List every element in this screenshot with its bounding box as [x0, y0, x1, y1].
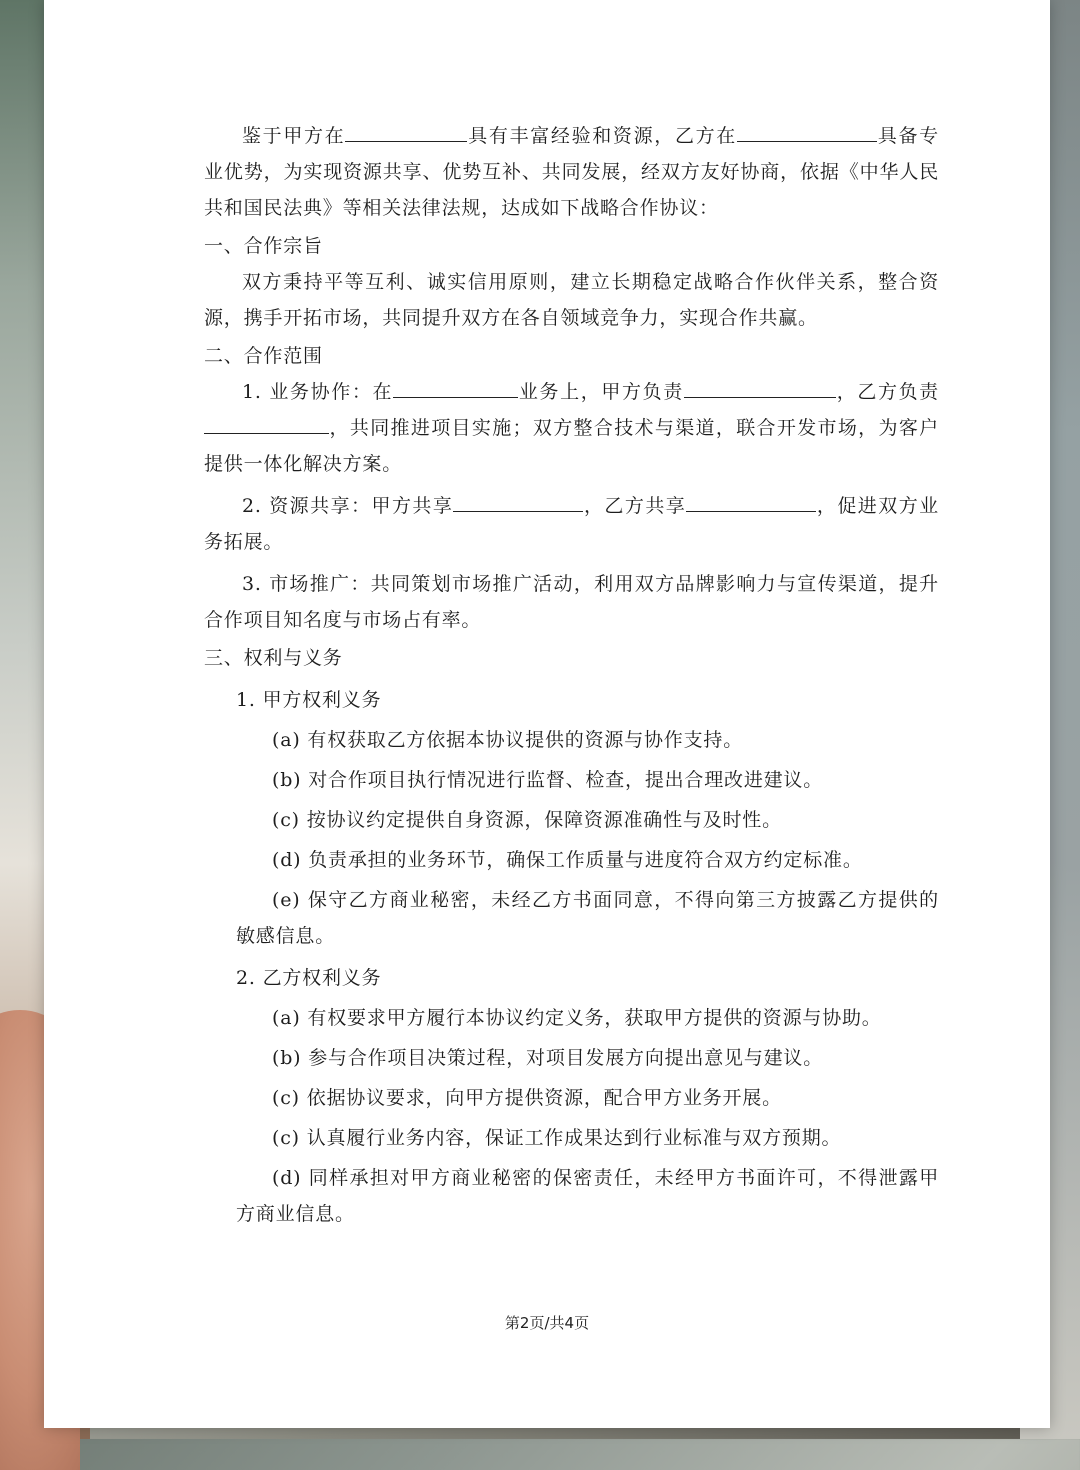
scope-item-2-text-a: 2. 资源共享：甲方共享 [242, 495, 454, 517]
document-body [204, 118, 939, 1232]
blank-field-a-domain[interactable] [345, 123, 467, 142]
scope-item-2-text-c: ，促进双方业务拓展。 [204, 495, 939, 553]
scope-item-2-text-b: ，乙方共享 [583, 495, 687, 517]
party-b-item-a: (a) 有权要求甲方履行本协议约定义务，获取甲方提供的资源与协助。 [272, 1007, 882, 1029]
blank-field-b-domain[interactable] [737, 123, 877, 142]
party-b-title: 2. 乙方权利义务 [236, 967, 382, 989]
scope-item-3: 3. 市场推广：共同策划市场推广活动，利用双方品牌影响力与宣传渠道，提升合作项目知名度与市场占有率。 [204, 573, 939, 631]
party-a-item-a: (a) 有权获取乙方依据本协议提供的资源与协作支持。 [272, 729, 743, 751]
intro-text-3: 具 [876, 125, 899, 147]
intro-text-1: 鉴于甲方在 [242, 125, 346, 147]
blank-field-a-share[interactable] [453, 493, 583, 512]
party-a-item-d: (d) 负责承担的业务环节，确保工作质量与进度符合双方约定标准。 [272, 849, 863, 871]
scope-item-2 [204, 488, 939, 560]
party-b-item-c2: (c) 认真履行业务内容，保证工作成果达到行业标准与双方预期。 [272, 1127, 842, 1149]
party-a-item-e: (e) 保守乙方商业秘密，未经乙方书面同意，不得向第三方披露乙方提供的敏感信息。 [236, 889, 939, 947]
document-page [44, 0, 1050, 1428]
section-purpose-body: 双方秉持平等互利、诚实信用原则，建立长期稳定战略合作伙伴关系，整合资源，携手开拓市场，共同提升双方在各自领域竞争力，实现合作共赢。 [204, 271, 939, 329]
party-b-item-b: (b) 参与合作项目决策过程，对项目发展方向提出意见与建议。 [272, 1047, 824, 1069]
scope-item-1-text-a: 1. 业务协作：在 [242, 381, 394, 403]
scope-item-1-text-b: 业务上，甲方负责 [518, 381, 684, 403]
section-heading-purpose: 一、合作宗旨 [204, 235, 323, 257]
scope-item-1-text-c: ，乙方负责 [835, 381, 939, 403]
scope-item-1-text-d: ，共同推进项目实施；双方整合技术与渠道，联合开发市场，为客户提供一体化解决方案。 [204, 417, 939, 475]
party-b-item-c: (c) 依据协议要求，向甲方提供资源，配合甲方业务开展。 [272, 1087, 782, 1109]
blank-field-a-responsibility[interactable] [684, 379, 836, 398]
blank-field-business[interactable] [393, 379, 518, 398]
blank-field-b-responsibility[interactable] [204, 415, 329, 434]
party-a-item-c: (c) 按协议约定提供自身资源，保障资源准确性与及时性。 [272, 809, 782, 831]
page-number: 第2页/共4页 [504, 1314, 590, 1332]
party-a-item-b: (b) 对合作项目执行情况进行监督、检查，提出合理改进建议。 [272, 769, 824, 791]
blank-field-b-share[interactable] [686, 493, 816, 512]
intro-text-2: 具有丰富经验和资源，乙方在 [467, 125, 737, 147]
section-heading-scope: 二、合作范围 [204, 345, 323, 367]
party-a-title: 1. 甲方权利义务 [236, 689, 382, 711]
party-b-item-d: (d) 同样承担对甲方商业秘密的保密责任，未经甲方书面许可，不得泄露甲方商业信息。 [236, 1167, 939, 1225]
scope-item-1 [204, 374, 939, 482]
intro-text-4: 备专业优势，为实现资源共享、优势互补、共同发展，经双方友好协商，依据《中华人民共和国民法典》等相关法律法规，达成如下战略合作协议： [204, 125, 939, 219]
intro-paragraph [204, 118, 939, 226]
section-heading-rights: 三、权利与义务 [204, 647, 343, 669]
